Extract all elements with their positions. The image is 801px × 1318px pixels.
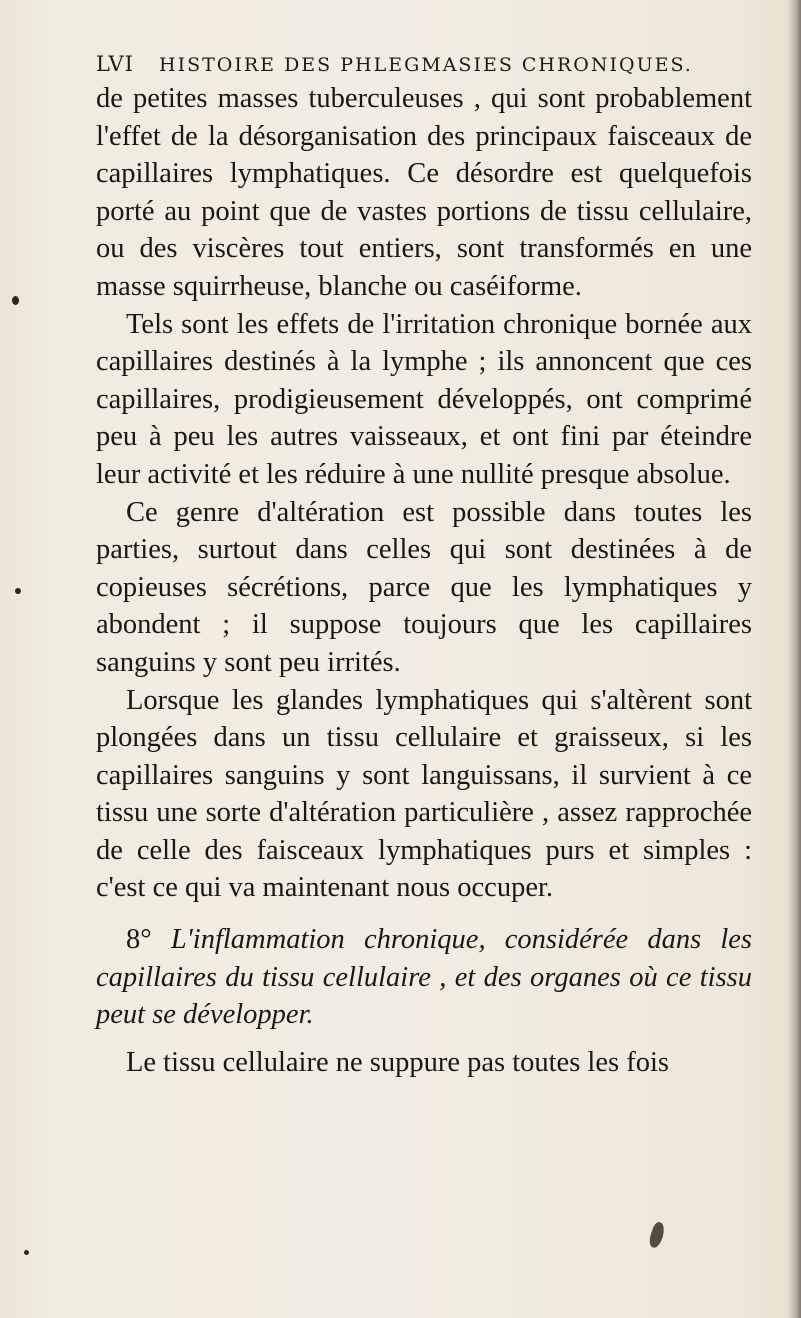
- margin-speck: [24, 1250, 29, 1255]
- paragraph-1: de petites masses tuberculeuses , qui sont probablement l'effet de la désorganisation des principaux faisceaux de capillaires lymphatiques. Ce désordre est quelquefois porté au point que de vastes portions de tissu cellulaire, ou des viscères tout entiers, sont transformés en une masse squirrheuse, blanche ou caséiforme.: [96, 83, 752, 302]
- paragraph-2: Tels sont les effets de l'irritation chronique bornée aux capillaires destinés à la lymphe ; ils annoncent que ces capillaires, prodigieusement développés, ont comprimé peu à peu les autres vaisseaux, et ont fini par éteindre leur activité et les réduire à une nullité presque absolue.: [96, 308, 752, 490]
- running-title: HISTOIRE DES PHLEGMASIES CHRONIQUES.: [159, 54, 693, 76]
- ink-stain: [647, 1221, 666, 1249]
- page-number: LVI: [96, 52, 134, 76]
- section-heading: [96, 921, 752, 1034]
- body-text: [96, 80, 752, 1081]
- paragraph-5: Le tissu cellulaire ne suppure pas toutes les fois: [126, 1046, 669, 1078]
- paragraph-4: Lorsque les glandes lymphatiques qui s'altèrent sont plongées dans un tissu cellulaire et graisseux, si les capillaires sanguins y sont languissans, il survient à ce tissu une sorte d'altération particulière , assez rapprochée de celle des faisceaux lymphatiques purs et simples : c'est ce qui va maintenant nous occuper.: [96, 684, 752, 904]
- margin-speck: [15, 588, 21, 594]
- page-edge-shadow: [787, 0, 801, 1318]
- paragraph-3: Ce genre d'altération est possible dans toutes les parties, surtout dans celles qui sont destinées à de copieuses sécrétions, parce que les lymphatiques y abondent ; il suppose toujours que les capillaires sanguins y sont peu irrités.: [96, 496, 752, 678]
- section-title: L'inflammation chronique, considérée dans les capillaires du tissu cellulaire , et des organes où ce tissu peut se développer.: [96, 924, 753, 1031]
- section-number: 8°: [126, 924, 152, 956]
- margin-speck: [12, 296, 19, 305]
